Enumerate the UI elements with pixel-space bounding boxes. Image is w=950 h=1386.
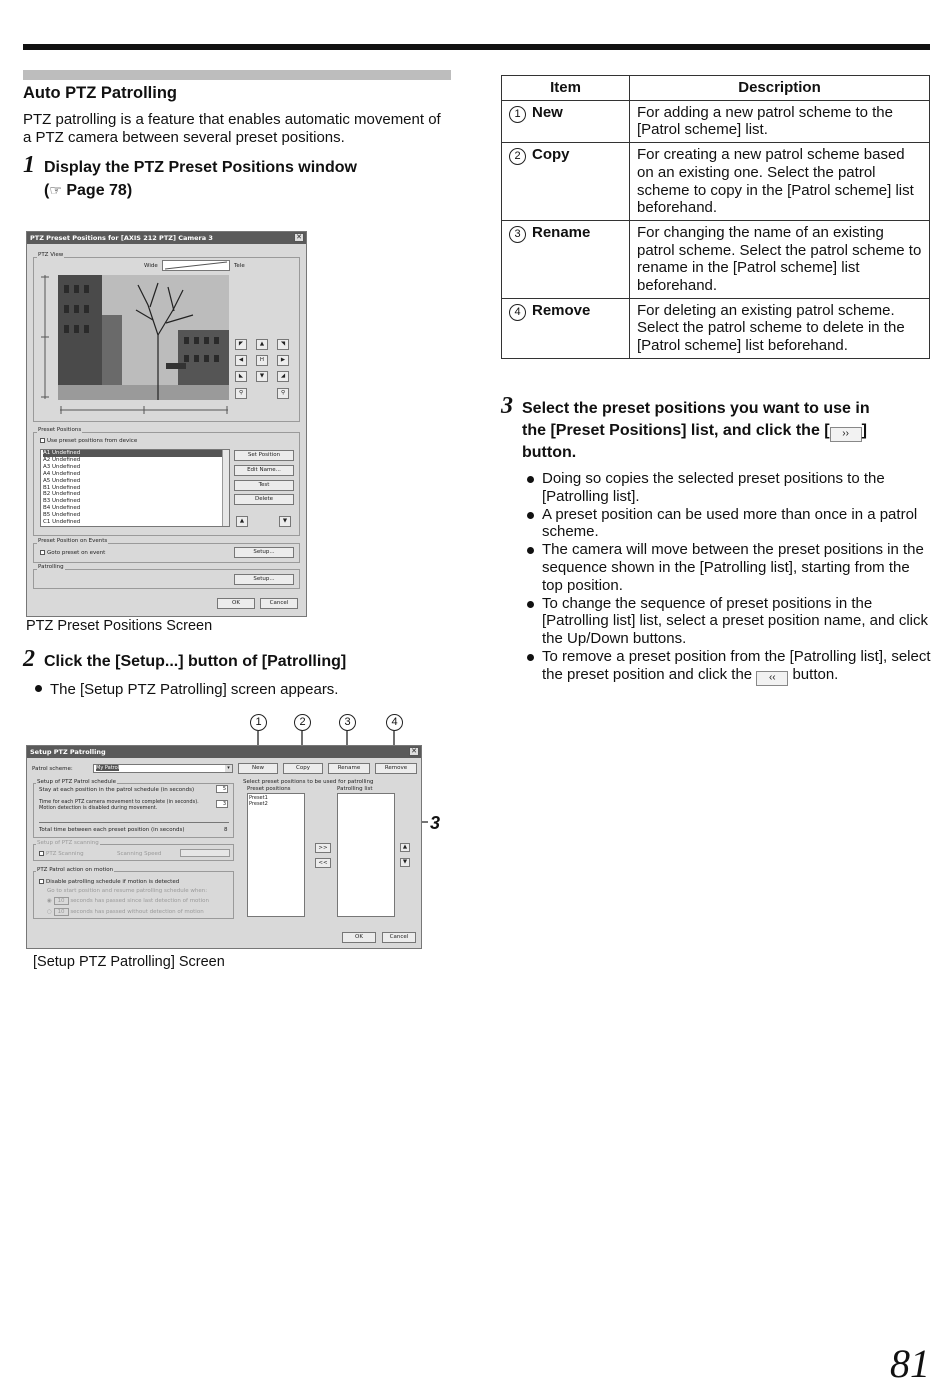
copy-button[interactable]: Copy (283, 763, 323, 774)
disable-patrolling-checkbox[interactable]: Disable patrolling schedule if motion is detected (39, 879, 179, 885)
screen2-caption: [Setup PTZ Patrolling] Screen (33, 954, 225, 970)
pan-up-button[interactable]: ▲ (256, 339, 268, 350)
pan-up-left-button[interactable]: ◤ (235, 339, 247, 350)
preset-positions-label: Preset Positions (38, 427, 82, 433)
window-title-bar: PTZ Preset Positions for [AXIS 212 PTZ] Camera 3 ✕ (27, 232, 306, 244)
patrolling-list[interactable] (337, 793, 395, 917)
list-item[interactable]: B4 Undefined (43, 505, 81, 512)
patrolling-setup-button[interactable]: Setup... (234, 574, 294, 585)
ptz-view-label: PTZ View (38, 252, 64, 258)
move-up-icon[interactable]: ▲ (236, 516, 248, 527)
remove-button[interactable]: Remove (375, 763, 417, 774)
move-up-icon[interactable]: ▲ (400, 843, 410, 852)
setup-ptz-patrolling-window (26, 745, 422, 949)
section-title: Auto PTZ Patrolling (23, 84, 177, 102)
list-item: The camera will move between the preset positions in the sequence shown in the [Patrolling list], starting from the top position. (527, 541, 932, 594)
preset-positions-label: Preset positions (247, 786, 291, 792)
list-item[interactable]: Preset1 (249, 795, 268, 801)
pointing-hand-icon: ☞ (49, 182, 62, 198)
item-description: For deleting an existing patrol scheme. Select the patrol scheme to delete in the [Patrol scheme] list beforehand. (630, 298, 930, 358)
list-item[interactable]: B3 Undefined (43, 498, 81, 505)
remove-from-patrolling-button[interactable]: << (315, 858, 331, 868)
table-row (502, 220, 930, 298)
step-1-text: Display the PTZ Preset Positions window (44, 159, 357, 176)
total-value: 8 (224, 827, 228, 833)
preset-positions-list[interactable] (247, 793, 305, 917)
item-number: 3 (509, 226, 526, 243)
step-1-ref: (☞ Page 78) (44, 182, 133, 199)
set-position-button[interactable]: Set Position (234, 450, 294, 461)
intro-paragraph: PTZ patrolling is a feature that enables automatic movement of a PTZ camera between several preset positions. (23, 111, 441, 146)
time-input[interactable]: 3 (216, 800, 228, 808)
page-number: 81 (890, 1341, 930, 1386)
screen1-caption: PTZ Preset Positions Screen (26, 618, 213, 634)
list-item[interactable]: Preset2 (249, 801, 268, 807)
patrol-scheme-label: Patrol scheme: (32, 766, 73, 772)
goto-start-label: Go to start position and resume patrolling schedule when: (47, 888, 208, 894)
on-events-label: Preset Position on Events (38, 538, 108, 544)
pan-left-button[interactable]: ◀ (235, 355, 247, 366)
patrol-scheme-select[interactable]: My Patrol ▾ (93, 764, 233, 773)
step-number: 3 (501, 393, 513, 419)
list-item: Doing so copies the selected preset positions to the [Patrolling list]. (527, 470, 932, 506)
callout-2: 2 (294, 714, 311, 731)
pan-down-left-button[interactable]: ◣ (235, 371, 247, 382)
test-button[interactable]: Test (234, 480, 294, 491)
item-number: 4 (509, 304, 526, 321)
scanning-speed-label: Scanning Speed (117, 851, 162, 857)
step-3-line-3: button. (522, 444, 577, 461)
table-row (502, 143, 930, 221)
option-1-radio[interactable]: ◉ 10 seconds has passed since last detection of motion (47, 898, 209, 904)
edit-name-button[interactable]: Edit Name... (234, 465, 294, 476)
list-item: To change the sequence of preset positions in the [Patrolling list] list, select a preset position name, and click the Up/Down buttons. (527, 595, 932, 648)
list-item[interactable]: A3 Undefined (43, 463, 81, 470)
use-from-device-checkbox[interactable]: Use preset positions from device (40, 438, 137, 444)
pan-right-button[interactable]: ▶ (277, 355, 289, 366)
ok-button[interactable]: OK (342, 932, 376, 943)
cancel-button[interactable]: Cancel (260, 598, 298, 609)
close-icon[interactable]: ✕ (409, 747, 419, 756)
item-name: Remove (532, 301, 591, 319)
zoom-out-icon[interactable]: ⚲ (277, 388, 289, 399)
pan-down-button[interactable]: ▼ (256, 371, 268, 382)
new-button[interactable]: New (238, 763, 278, 774)
table-row (502, 100, 930, 142)
step-3-line-2: the [Preset Positions] list, and click the [ ›› ] (501, 420, 931, 442)
table-header-row (502, 76, 930, 101)
goto-on-event-checkbox[interactable]: Goto preset on event (40, 550, 105, 556)
item-number: 1 (509, 106, 526, 123)
item-name: New (532, 103, 563, 121)
add-to-patrolling-button[interactable]: >> (315, 843, 331, 853)
table-row (502, 298, 930, 358)
list-item[interactable]: B1 Undefined (43, 484, 81, 491)
item-description: For changing the name of an existing patrol scheme. Select the patrol scheme to rename in the [Patrol scheme] list beforehand. (630, 220, 930, 298)
step-3-line-1: Select the preset positions you want to use in (522, 400, 870, 417)
scanning-checkbox[interactable]: PTZ Scanning (39, 851, 84, 857)
add-arrows-button-image: ›› (830, 427, 862, 442)
list-item[interactable]: A2 Undefined (43, 456, 81, 463)
remove-arrows-button-image: ‹‹ (756, 671, 788, 686)
step-2-bullet: The [Setup PTZ Patrolling] screen appears. (35, 681, 338, 698)
pan-down-right-button[interactable]: ◢ (277, 371, 289, 382)
items-table (501, 75, 930, 359)
window-title-bar: Setup PTZ Patrolling ✕ (27, 746, 421, 758)
home-button[interactable]: H (256, 355, 268, 366)
stay-label: Stay at each position in the patrol schedule (in seconds) (39, 787, 195, 793)
step-3 (501, 393, 931, 464)
list-item[interactable]: B5 Undefined (43, 512, 81, 519)
patrolling-label: Patrolling (38, 564, 64, 570)
divider (39, 822, 229, 823)
total-label: Total time between each preset position (in seconds) (39, 827, 185, 833)
step-3-bullets (527, 470, 932, 686)
close-icon[interactable]: ✕ (294, 233, 304, 242)
time-label: Time for each PTZ camera movement to complete (in seconds). Motion detection is disabled during movement. (39, 799, 199, 811)
scanning-group-label: Setup of PTZ scanning (37, 840, 99, 846)
step-2-text: Click the [Setup...] button of [Patrolling] (44, 653, 347, 670)
zoom-in-icon[interactable]: ⚲ (235, 388, 247, 399)
item-description: For creating a new patrol scheme based on an existing one. Select the patrol scheme to copy in the [Patrol scheme] list beforehand. (630, 143, 930, 221)
callout-3: 3 (339, 714, 356, 731)
item-description: For adding a new patrol scheme to the [Patrol scheme] list. (630, 100, 930, 142)
pan-up-right-button[interactable]: ◥ (277, 339, 289, 350)
ok-button[interactable]: OK (217, 598, 255, 609)
schedule-group-label: Setup of PTZ Patrol schedule (37, 779, 117, 785)
stay-input[interactable]: 5 (216, 785, 228, 793)
header-description: Description (630, 76, 930, 101)
item-name: Rename (532, 223, 591, 241)
move-down-icon[interactable]: ▼ (279, 516, 291, 527)
events-setup-button[interactable]: Setup... (234, 547, 294, 558)
motion-group-label: PTZ Patrol action on motion (37, 867, 114, 873)
cancel-button[interactable]: Cancel (382, 932, 416, 943)
list-item[interactable]: B2 Undefined (43, 491, 81, 498)
rename-button[interactable]: Rename (328, 763, 370, 774)
step-number: 1 (23, 152, 35, 178)
item-name: Copy (532, 146, 570, 164)
list-item[interactable]: A1 Undefined (43, 450, 229, 457)
tele-label: Tele (234, 263, 245, 269)
option-2-radio[interactable]: ○ 10 seconds has passed without detection of motion (47, 909, 204, 915)
scanning-speed-select[interactable] (180, 849, 230, 857)
list-item: A preset position can be used more than once in a patrol scheme. (527, 506, 932, 542)
callout-step-3: 3 (430, 813, 441, 833)
list-item[interactable]: C1 Undefined (43, 519, 81, 526)
patrolling-list-label: Patrolling list (337, 786, 373, 792)
callout-4: 4 (386, 714, 403, 731)
list-item[interactable]: A4 Undefined (43, 470, 81, 477)
list-item[interactable]: A5 Undefined (43, 477, 81, 484)
chevron-down-icon: ▾ (225, 765, 232, 772)
item-number: 2 (509, 148, 526, 165)
callout-1: 1 (250, 714, 267, 731)
step-number: 2 (23, 646, 35, 672)
header-item: Item (502, 76, 630, 101)
select-presets-label: Select preset positions to be used for patrolling (243, 779, 374, 785)
delete-button[interactable]: Delete (234, 494, 294, 505)
move-down-icon[interactable]: ▼ (400, 858, 410, 867)
list-item: To remove a preset position from the [Patrolling list], select the preset position and click the ‹‹ button. (527, 648, 932, 686)
wide-label: Wide (144, 263, 158, 269)
